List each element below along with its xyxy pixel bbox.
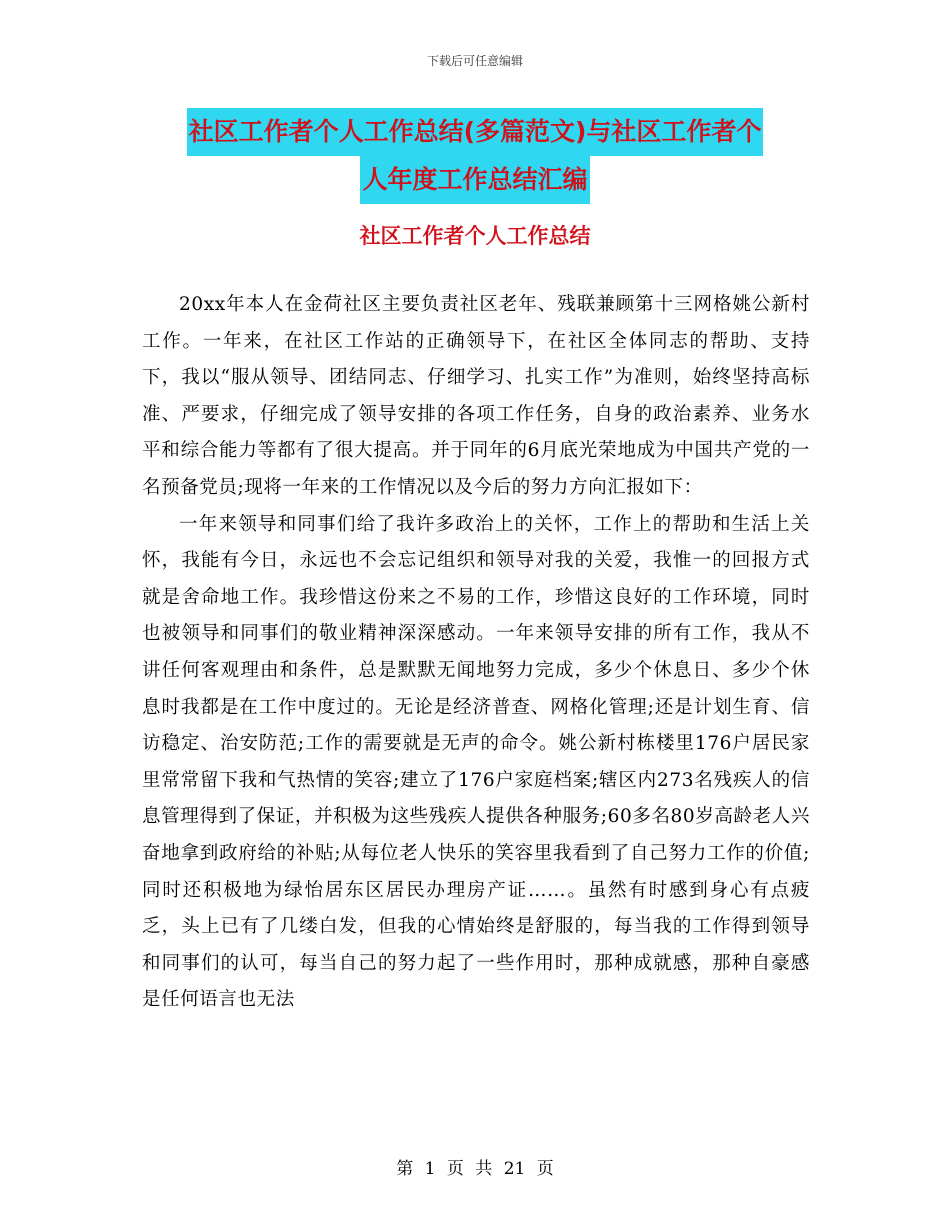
body-text bbox=[142, 287, 810, 1019]
page-number: 第 1 页 共 21 页 bbox=[396, 1159, 554, 1179]
paragraph-1: 20xx年本人在金荷社区主要负责社区老年、残联兼顾第十三网格姚公新村工作。一年来，在社区工作站的正确领导下，在社区全体同志的帮助、支持下，我以“服从领导、团结同志、仔细学习、扎实工作”为准则，始终坚持高标准、严要求，仔细完成了领导安排的各项工作任务，自身的政治素养、业务水平和综合能力等都有了很大提高。并于同年的6月底光荣地成为中国共产党的一名预备党员;现将一年来的工作情况以及今后的努力方向汇报如下： bbox=[142, 294, 810, 498]
header-note: 下载后可任意编辑 bbox=[426, 54, 523, 68]
document-title-line-1: 社区工作者个人工作总结(多篇范文)与社区工作者个 bbox=[187, 108, 764, 156]
section-title: 社区工作者个人工作总结 bbox=[359, 224, 591, 248]
document-title bbox=[140, 108, 810, 204]
paragraph-2: 一年来领导和同事们给了我许多政治上的关怀，工作上的帮助和生活上关怀，我能有今日，永远也不会忘记组织和领导对我的关爱，我惟一的回报方式就是舍命地工作。我珍惜这份来之不易的工作，珍惜这良好的工作环境，同时也被领导和同事们的敬业精神深深感动。一年来领导安排的所有工作，我从不讲任何客观理由和条件，总是默默无闻地努力完成，多少个休息日、多少个休息时我都是在工作中度过的。无论是经济普查、网格化管理;还是计划生育、信访稳定、治安防范;工作的需要就是无声的命令。姚公新村栋楼里176户居民家里常常留下我和气热情的笑容;建立了176户家庭档案;辖区内273名残疾人的信息管理得到了保证，并积极为这些残疾人提供各种服务;60多名80岁高龄老人兴奋地拿到政府给的补贴;从每位老人快乐的笑容里我看到了自己努力工作的价值;同时还积极地为绿怡居东区居民办理房产证……。虽然有时感到身心有点疲乏，头上已有了几缕白发，但我的心情始终是舒服的，每当我的工作得到领导和同事们的认可，每当自己的努力起了一些作用时，那种成就感，那种自豪感是任何语言也无法 bbox=[142, 513, 810, 1011]
document-title-line-2: 人年度工作总结汇编 bbox=[360, 156, 589, 204]
